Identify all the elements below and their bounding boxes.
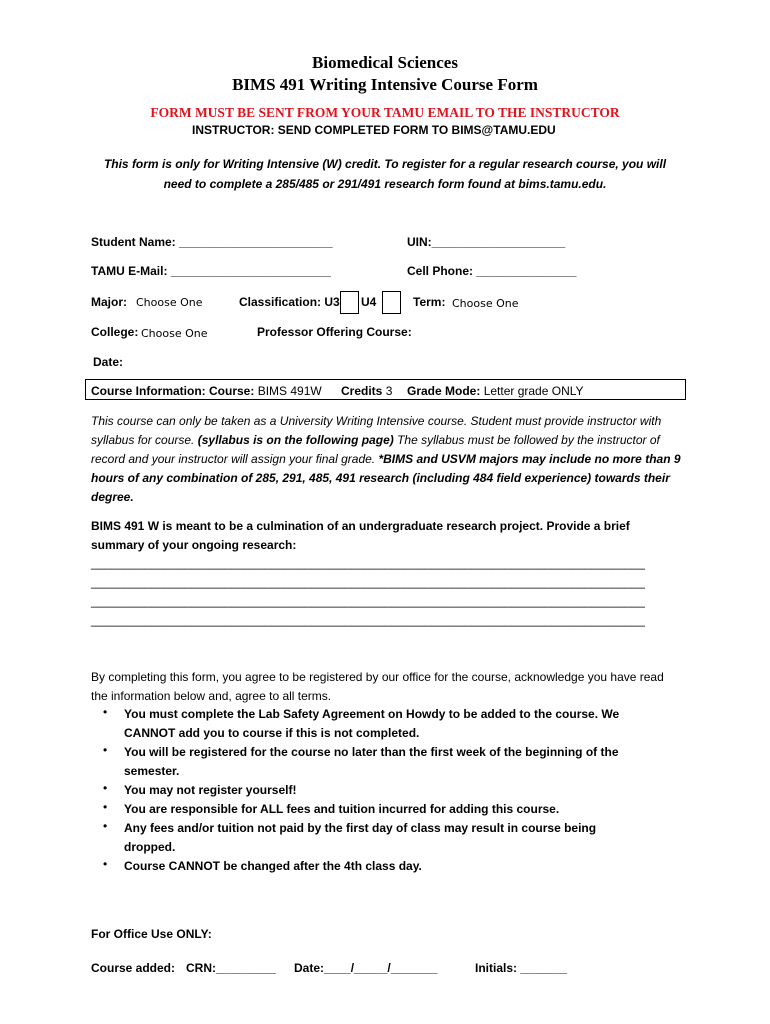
intro-line-1: This form is only for Writing Intensive (W) credit. To register for a regular research course, you will xyxy=(103,157,667,171)
form-title: BIMS 491 Writing Intensive Course Form xyxy=(232,75,538,94)
course-info-label xyxy=(91,384,322,398)
crn-field[interactable]: CRN:_________ xyxy=(186,961,277,975)
agreement-intro: By completing this form, you agree to be registered by our office for the course, acknowledge you have read the information below and, agree to all terms. xyxy=(91,670,664,703)
description-majors-note: *BIMS and USVM majors may include no more than 9 hours of any combination of 285, 291, 485, 491 research (including 484 field experience) towards their degree. xyxy=(91,452,681,504)
college-label: College: xyxy=(91,325,139,339)
summary-line-3[interactable]: ___________________________________________________________________________________ xyxy=(91,594,645,608)
classification-u4-checkbox[interactable] xyxy=(382,291,401,314)
credits-label: Credits xyxy=(341,384,383,398)
bullet-icon: • xyxy=(103,781,108,795)
summary-line-4[interactable]: ___________________________________________________________________________________ xyxy=(91,613,645,627)
email-warning: FORM MUST BE SENT FROM YOUR TAMU EMAIL TO THE INSTRUCTOR xyxy=(150,105,620,120)
course-description xyxy=(91,412,681,507)
bullet-icon: • xyxy=(103,743,108,757)
description-part-1: This course can only be taken as a University Writing Intensive course. Student must provide instructor with syllabus for course. xyxy=(91,414,662,447)
instructor-note: INSTRUCTOR: SEND COMPLETED FORM TO BIMS@TAMU.EDU xyxy=(192,123,556,137)
student-name-field[interactable]: Student Name: _______________________ xyxy=(91,235,333,249)
major-label: Major: xyxy=(91,295,127,309)
course-info-heading: Course Information: xyxy=(91,384,206,398)
date-field[interactable]: Date: xyxy=(93,355,124,369)
classification-u3-checkbox[interactable] xyxy=(340,291,359,314)
term-label: Term: xyxy=(413,295,446,309)
college-select[interactable]: Choose One xyxy=(141,327,208,340)
bullet-icon: • xyxy=(103,819,108,833)
term-select[interactable]: Choose One xyxy=(452,297,519,310)
cell-phone-field[interactable]: Cell Phone: _______________ xyxy=(407,264,577,278)
agreement-item-no-self-register: You may not register yourself! xyxy=(124,783,297,797)
bullet-icon: • xyxy=(103,705,108,719)
course-label: Course: xyxy=(209,384,255,398)
description-part-2: The syllabus must be followed by the instructor of record and your instructor will assign your final grade. xyxy=(91,433,660,466)
office-date-field[interactable]: Date:____/_____/_______ xyxy=(294,961,438,975)
professor-field[interactable]: Professor Offering Course: xyxy=(257,325,412,339)
bullet-icon: • xyxy=(103,800,108,814)
summary-prompt: BIMS 491 W is meant to be a culmination of an undergraduate research project. Provide a brief summary of your ongoing research: xyxy=(91,519,630,552)
agreement-item-lab-safety: You must complete the Lab Safety Agreement on Howdy to be added to the course. We CANNOT add you to course if this is not completed. xyxy=(124,707,620,740)
summary-line-2[interactable]: ___________________________________________________________________________________ xyxy=(91,575,645,589)
classification-label: Classification: U3 xyxy=(239,295,340,309)
credits-value: 3 xyxy=(385,384,393,398)
agreement-item-no-changes: Course CANNOT be changed after the 4th class day. xyxy=(124,859,422,873)
description-syllabus-note: (syllabus is on the following page) xyxy=(197,433,394,447)
tamu-email-field[interactable]: TAMU E-Mail: ________________________ xyxy=(91,264,331,278)
summary-line-1[interactable]: ___________________________________________________________________________________ xyxy=(91,556,645,570)
grade-mode-value: Letter grade ONLY xyxy=(483,384,584,398)
course-value: BIMS 491W xyxy=(257,384,322,398)
form-title-department: Biomedical Sciences xyxy=(312,53,458,72)
grade-mode-info xyxy=(407,384,584,398)
grade-mode-label: Grade Mode: xyxy=(407,384,481,398)
agreement-item-registration-timing: You will be registered for the course no later than the first week of the beginning of the semester. xyxy=(124,745,619,778)
agreement-item-fees: You are responsible for ALL fees and tuition incurred for adding this course. xyxy=(124,802,560,816)
uin-field[interactable]: UIN:____________________ xyxy=(407,235,566,249)
classification-u4-label: U4 xyxy=(361,295,377,309)
intro-line-2: need to complete a 285/485 or 291/491 research form found at bims.tamu.edu. xyxy=(163,177,607,191)
office-use-heading: For Office Use ONLY: xyxy=(91,927,212,941)
credits-info xyxy=(341,384,392,398)
major-select[interactable]: Choose One xyxy=(136,296,203,309)
agreement-item-unpaid-fees: Any fees and/or tuition not paid by the first day of class may result in course being dropped. xyxy=(124,821,597,854)
course-added-label: Course added: xyxy=(91,961,176,975)
initials-field[interactable]: Initials: _______ xyxy=(475,961,568,975)
bullet-icon: • xyxy=(103,857,108,871)
